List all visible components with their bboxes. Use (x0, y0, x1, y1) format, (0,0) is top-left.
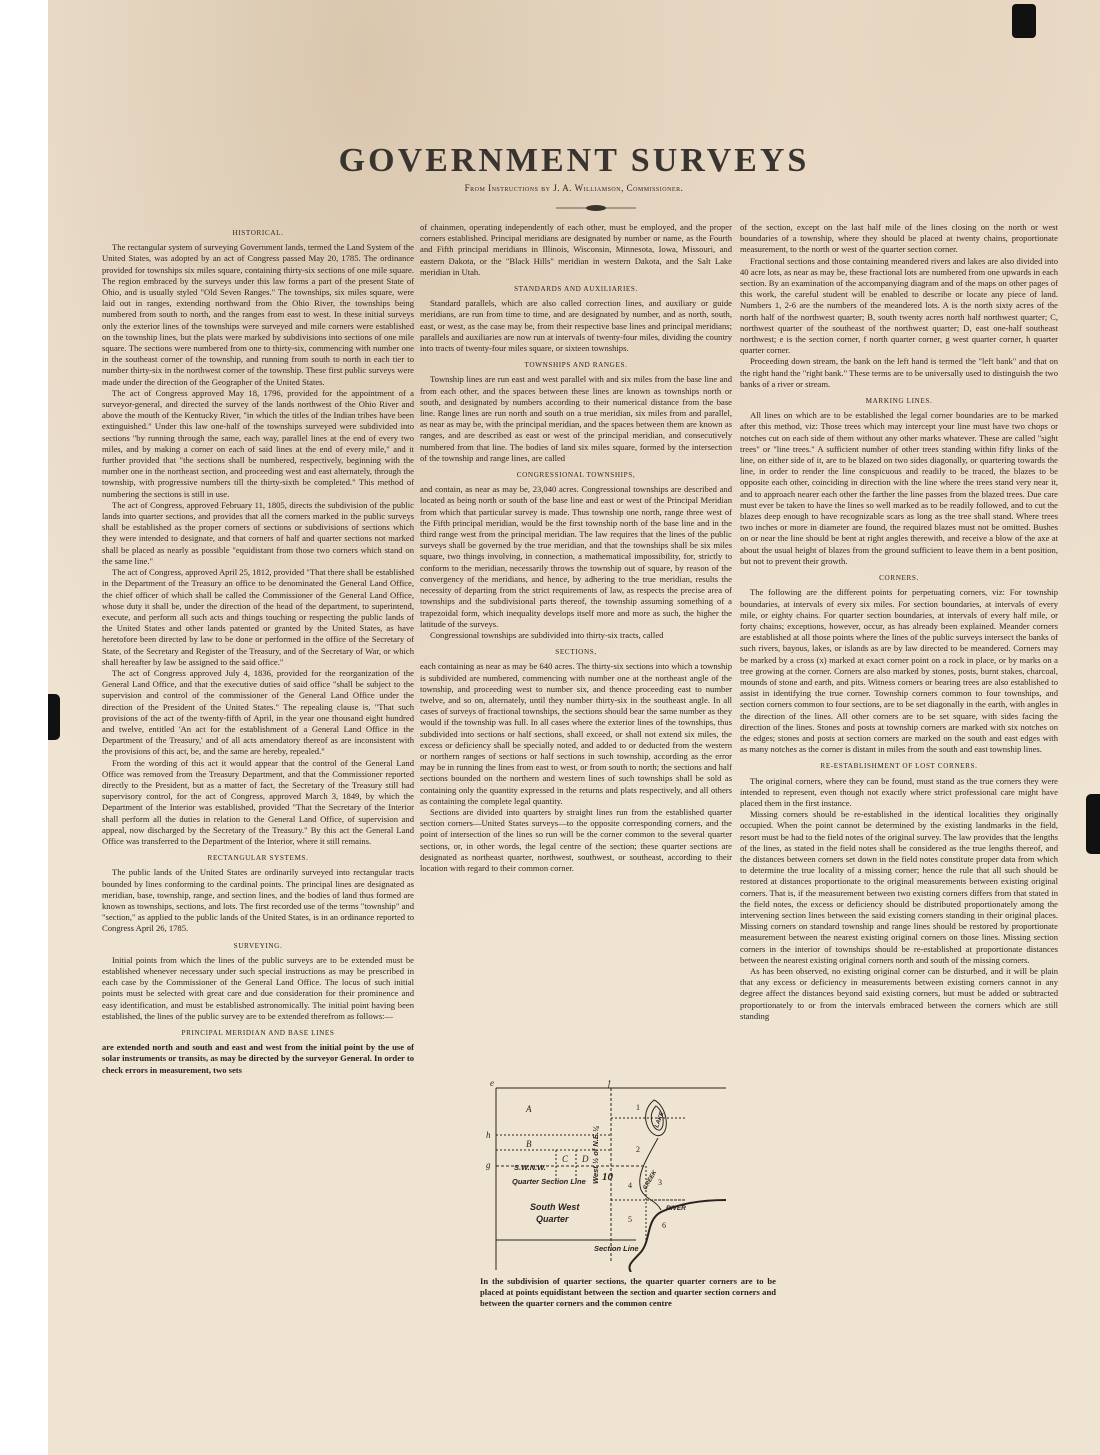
paragraph: Standard parallels, which are also called correction lines, and auxiliary or guide meridians, are run from time to time, and are designated by number, and as north, south, east, or west, as the case may be, from their respective base lines and principal meridians; parallels and auxiliaries are now run at intervals of twenty-four miles, dividing the country into tracts of twenty-four miles square, or sixteen townships. (420, 298, 732, 354)
section-heading: RE-ESTABLISHMENT OF LOST CORNERS. (820, 762, 978, 771)
column-3 (740, 222, 1058, 1022)
lot-number: 3 (658, 1178, 662, 1187)
quarter-label: Quarter (536, 1214, 569, 1224)
column-1 (102, 222, 414, 1076)
paragraph: The act of Congress approved July 4, 1836, provided for the reorganization of the General Land Office, and that the executive duties of said office "shall be subject to the supervision and control of the commissioner of the General Land Office under the direction of the President of the United States." The repealing clause is, "That such provisions of the act of the twenty-fifth of April, in the year one thousand eight hundred and twelve, entitled 'An act for the establishment of a General Land Office in the Department of the Treasury,' and of all acts amendatory thereof as are inconsistent with the provisions of this act, be, and the same are hereby, repealed." (102, 667, 414, 757)
river-label: RIVER (666, 1205, 686, 1212)
lot-number: 1 (636, 1103, 640, 1112)
quarter-line (496, 1088, 646, 1262)
paragraph: Township lines are run east and west parallel with and six miles from the base line and from each other, and the spaces between these lines are known as townships north or south, and designated by numbers according to their numerical distance from the base line. Range lines are run north and south on a true meridian, six miles from and parallel, as near as may be, with the principal meridian, and the spaces between them are known as ranges, and are described as east or west of the principal meridian, and consecutively numbered from that line. The bodies of land six miles square, formed by the intersection of the township and range lines, are called (420, 374, 732, 463)
corner-label: h (486, 1130, 491, 1140)
section-heading: TOWNSHIPS AND RANGES. (524, 361, 628, 370)
swnw-label: S.W.N.W. (514, 1163, 546, 1172)
diagram-caption: In the subdivision of quarter sections, the quarter quarter corners are to be placed at points equidistant between the section and quarter section corners and between the quarter corners and the common centre (480, 1276, 776, 1309)
paragraph: are extended north and south and east and west from the initial point by the use of solar instruments or transits, as may be directed by the surveyor General. In order to check errors in measurement, two sets (102, 1042, 414, 1075)
paragraph: The act of Congress, approved April 25, 1812, provided "That there shall be established in the Department of the Treasury an office to be denominated the General Land Office, the chief officer of which shall be called the Commissioner of the General Land Office, whose duty it shall be, under the direction of the head of the department, to superintend, execute, and perform all such acts and things touching or respecting the public lands of the United States and other lands patented or granted by the United States, as have heretofore been directed by law to be done or performed in the office of the Secretary of State, of the Secretary and Register of the Treasury, and of the Secretary of War, or which shall hereafter by law be assigned to the said office." (102, 567, 414, 667)
paragraph: The original corners, where they can be found, must stand as the true corners they were intended to represent, even though not exactly where strict professional care might have placed them in the first instance. (740, 775, 1058, 808)
tract-label: A (526, 1104, 532, 1114)
page-subtitle: From Instructions by J. A. Williamson, Commissioner. (464, 183, 684, 193)
paragraph: of chainmen, operating independently of each other, must be employed, and the proper corners established. Principal meridians are designated by number or name, as the Fourth and Fifth principal meridians in Illinois, Wisconsin, Minnesota, Iowa, Missouri, and eastern Dakota, or the "Black Hills" meridian in western Dakota, and the Salt Lake meridian in Utah. (420, 222, 732, 277)
lot-number: 2 (636, 1145, 640, 1154)
paragraph: Proceeding down stream, the bank on the left hand is termed the "left bank" and that on the right hand the "right bank." These terms are to be universally used to distinguish the two banks of a river or stream. (740, 356, 1058, 389)
page-title: GOVERNMENT SURVEYS (338, 142, 810, 179)
column-2 (420, 222, 732, 874)
creek-label: CREEK (642, 1169, 659, 1191)
section-heading: HISTORICAL. (232, 229, 284, 237)
west-half-label: West ½ of N.E.¼ (591, 1125, 600, 1184)
lot-number: 4 (628, 1181, 632, 1190)
paragraph: Fractional sections and those containing meandered rivers and lakes are also divided into 40 acre lots, as near as may be, these fractional lots are numbered from one upwards in each section. By an examination of the accompanying diagram and of the maps on other pages of this work, the careful student will be enabled to describe or locate any piece of land. Numbers 1, 2-6 are the numbers of the meandered lots. A is the north sixty acres of the north half of the northwest quarter; B, south twenty acres north half northwest quarter; C, northwest quarter of the southeast of the northwest quarter; D, east one-half southeast northwest; e is the section corner, f north quarter corner, g west quarter corner, h quarter quarter corner. (740, 255, 1058, 356)
section-heading: MARKING LINES. (865, 397, 933, 406)
worn-hole (48, 694, 60, 740)
tract-label: D (582, 1154, 589, 1164)
lot-number: 6 (662, 1221, 666, 1230)
paragraph: The rectangular system of surveying Government lands, termed the Land System of the United States, was adopted by an act of Congress passed May 20, 1785. The ordinance provided for townships six miles square, containing thirty-six sections of one mile square. The region embraced by the surveys under this law forms a part of the present State of Ohio, and is usually styled "Old Seven Ranges." The townships, six miles square, were laid out in ranges, extending northward from the Ohio River, the townships being numbered from south to north, and the ranges from east to west. In these initial surveys only the exterior lines of the townships were surveyed and mile corners were established on the township lines, but the plats were marked by subdivisions into sections of one mile square. The sections were numbered from one to thirty-six, commencing with number one in the southeast corner of the township, and running from south to north in each tier to number thirty-six in the northwest corner of the township. These first public surveys were made under the direction of the Geographer of the United States. (102, 242, 414, 387)
lot-number: 5 (628, 1215, 632, 1224)
paragraph: All lines on which are to be established the legal corner boundaries are to be marked after this method, viz: Those trees which may intercept your line must have two chops or notches cut on each side of them without any other marks whatever. These are called "sight trees" or "line trees." A sufficient number of other trees standing within fifty links of the line, on either side of it, are to be blazed on two sides diagonally, or quartering towards the line, in order to render the line conspicuous and readily to be traced, the blazes to be opposite each other, coinciding in direction with the line where the trees stand very near it, and to approach nearer each other the farther the line passes from the blazed trees. Due care must ever be taken to have the lines so well marked as to be readily followed, and to cut the blazes deep enough to have recognizable scars as long as the tree shall stand. Where trees two inches or more in diameter are found, the required blazes must not be omitted. Bushes on or near the line should be bent at right angles therewith, and receive a blow of the axe at about the usual height of blazes from the ground sufficient to leave them in a bent position, but not to prevent their growth. (740, 410, 1058, 566)
section-diagram (486, 1080, 736, 1272)
lake-label: LAKE (654, 1111, 666, 1129)
ornament-rule (556, 204, 636, 212)
paragraph: Sections are divided into quarters by straight lines run from the established quarter section corners—United States surveys—to the opposite corresponding corners, and the point of intersection of the lines so run will be the corner common to the several quarter sections, or, in other words, the legal centre of the section; these quarter sections are designated as northeast quarter, northwest, southwest, or southeast, according to their location with regard to their common corner. (420, 806, 732, 873)
paragraph: each containing as near as may be 640 acres. The thirty-six sections into which a township is subdivided are numbered, commencing with number one at the northeast angle of the township, and proceeding west to number six, and thence proceeding east to number twelve, and so on, alternately, until they number thirty-six in the southeast angle. In all cases of surveys of fractional townships, the sections should bear the same number as they would if the township was full. In all cases where the exterior lines of the townships, thus subdivided into sections or half sections, shall exceed, or shall not extend six miles, the excess or deficiency shall be specially noted, and added to or deducted from the western or northern ranges of sections or half sections in such township, according as the error may be in running the lines from east to west, or from south to north; the sections and half sections bounded on the northern and western lines of such townships shall be sold as containing only the quantity expressed in the returns and plats respectively, and all others as containing the complete legal quantity. (420, 661, 732, 806)
section-heading: PRINCIPAL MERIDIAN AND BASE LINES (181, 1029, 335, 1038)
section-heading: SURVEYING. (233, 941, 283, 950)
section-heading: RECTANGULAR SYSTEMS. (207, 854, 309, 863)
ten-label: 10 (602, 1171, 613, 1183)
paragraph: The public lands of the United States are ordinarily surveyed into rectangular tracts bounded by lines conforming to the cardinal points. The principal lines are designated as meridian, base, township, range, and section lines, and the bodies of land thus formed are known as townships, sections, and lots. The first recorded use of the terms "township" and "section," as applied to the public lands of the United States, is in an ordinance reported to Congress April 26, 1785. (102, 867, 414, 934)
paragraph: and contain, as near as may be, 23,040 acres. Congressional townships are described and located as being north or south of the base line and east or west of the Principal Meridian from which that particular survey is made. Thus township one north, range three west of the Fifth principal meridian, would be the first township north of the base line and in the third range west from the principal meridian. The law requires that the lines of the public surveys shall be governed by the true meridian, and that the townships shall be six miles square, two things involving, in connection, a mathematical impossibility, for, strictly to conform to the meridian, necessarily throws the township out of square, by reason of the convergency of the meridians, and hence, by adhering to the true meridian, results the necessity of departing from the strict requirements of law, as respects the precise area of townships and the subdivisional parts thereof, the township assuming something of a trapezoidal form, which inequality develops itself more and more as such, the higher the latitude of the surveys. (420, 484, 732, 629)
document-page (48, 0, 1100, 1455)
corner-label: g (486, 1160, 491, 1170)
corner-label: e (490, 1080, 494, 1088)
tract-label: C (562, 1154, 569, 1164)
paragraph: Missing corners should be re-established in the identical localities they originally occupied. When the point cannot be determined by the existing landmarks in the field, resort must be had to the field notes of the original survey. The law provides that the lengths of the lines, as stated in the field notes shall be considered as the true lengths thereof, and the distances between corners set down in the field notes constitute proper data from which to determine the true locality of a missing corner; hence the rule that all such should be restored at distances proportionate to the original measurements between existing original corners. That is, if the measurement between two existing corners differs from that stated in the field notes, the excess or deficiency should be distributed proportionately among the intervening section lines between the said existing corners standing in their original places. Missing corners on standard township and range lines should be restored by proportionate measurement between the nearest existing original corners on those lines. Missing section corners in the interior of townships should be re-established at proportionate distances between the nearest existing original corners north and south of the missing corners. (740, 809, 1058, 965)
section-line-label: Section Line (594, 1244, 639, 1253)
paragraph: The act of Congress approved May 18, 1796, provided for the appointment of a surveyor-general, and directed the survey of the lands northwest of the Ohio River and above the mouth of the Kentucky River, "in which the titles of the Indian tribes have been extinguished." Under this law one-half of the townships surveyed were subdivided into sections "by running through the same, each way, parallel lines at the end of every two miles, and by making a corner on each of said lines at the end of every mile," and it further provided that "the sections shall be numbered, respectively, beginning with the number one in the northeast section, and proceeding west and east alternately, through the township, with progressive numbers till the thirty-sixth be completed." This method of numbering the sections is still in use. (102, 387, 414, 499)
section-heading: STANDARDS AND AUXILIARIES. (514, 285, 638, 294)
tract-label: B (526, 1139, 532, 1149)
section-heading: CORNERS. (879, 574, 919, 583)
section-heading: SECTIONS, (555, 648, 597, 657)
corner-label: f (608, 1080, 611, 1088)
worn-hole (1012, 4, 1036, 38)
paragraph: of the section, except on the last half mile of the lines closing on the north or west boundaries of a township, where they should be placed at twenty chains, proportionate measurement, to the north or west of the quarter section corner. (740, 222, 1058, 255)
worn-hole (1086, 794, 1100, 854)
section-heading: CONGRESSIONAL TOWNSHIPS, (516, 471, 636, 480)
paragraph: Congressional townships are subdivided into thirty-six tracts, called (430, 629, 664, 640)
paragraph: Initial points from which the lines of the public surveys are to be extended must be established whenever necessary under such special instructions as may be prescribed in each case by the Commissioner of the General Land Office. The locus of such initial points must be selected with great care and due consideration for their prominence and easy identification, and must be established astronomically. The initial point having been established, the lines of the public survey are to be extended therefrom as follows:— (102, 954, 414, 1021)
quarter-section-line-label: Quarter Section Line (512, 1177, 586, 1186)
paragraph: From the wording of this act it would appear that the control of the General Land Office was removed from the Treasury Department, and that the Commissioner reported directly to the President, but as a matter of fact, the Secretary of the Treasury still had supervisory control, for the act of Congress, approved March 3, 1849, by which the Department of the Interior was established, provided "That the Secretary of the Interior shall perform all the duties in relation to the General Land Office, of supervision and appeal, now discharged by the Secretary of the Treasury." By this act the General Land Office was transferred to the Department of the Interior, where it still remains. (102, 757, 414, 846)
south-west-label: South West (530, 1202, 580, 1212)
paragraph: As has been observed, no existing original corner can be disturbed, and it will be plain that any excess or deficiency in measurements between existing corners cannot in any degree affect the distances beyond said existing corners, but must be added or subtracted proportionately to or from the intervals embraced between the corners which are still standing (740, 966, 1058, 1021)
paragraph: The act of Congress, approved February 11, 1805, directs the subdivision of the public lands into quarter sections, and provides that all the corners marked in the public surveys shall be established as the proper corners of sections or subdivisions of sections which they were intended to designate, and that corners of half and quarter sections not marked shall be placed as nearly as possible "equidistant from those two corners which stand on the same line." (102, 499, 414, 566)
paragraph: The following are the different points for perpetuating corners, viz: For township boundaries, at intervals of every six miles. For section boundaries, at intervals of every mile, or eighty chains. For quarter section boundaries, at intervals of every half mile, or forty chains; exceptions, however, occur, as has already been explained. Meander corners are established at all those points where the lines of the public surveys intersect the banks of such rivers, bayous, lakes, or islands as are by law directed to be meandered. Corners may be marked by a cross (x) marked at exact corner point on a rock in place, or by marks on a tree growing at the corner. Corners are also marked by stones, posts, burnt stakes, charcoal, mounds of stone and earth, and pits. Witness corners or bearing trees are also established to assist in identifying the true corner. Township corners common to four townships, and section corners common to four sections, are to be set diagonally in the earth, with angles in the direction of the lines. All other corners are to be set square, with sides facing the direction of the lines. Stones and posts at township corners are marked with six notches on the edges; stones and posts at section corners are marked on the south and east edges with as many notches as the corner is distant in miles from the south and east township lines. (740, 587, 1058, 755)
